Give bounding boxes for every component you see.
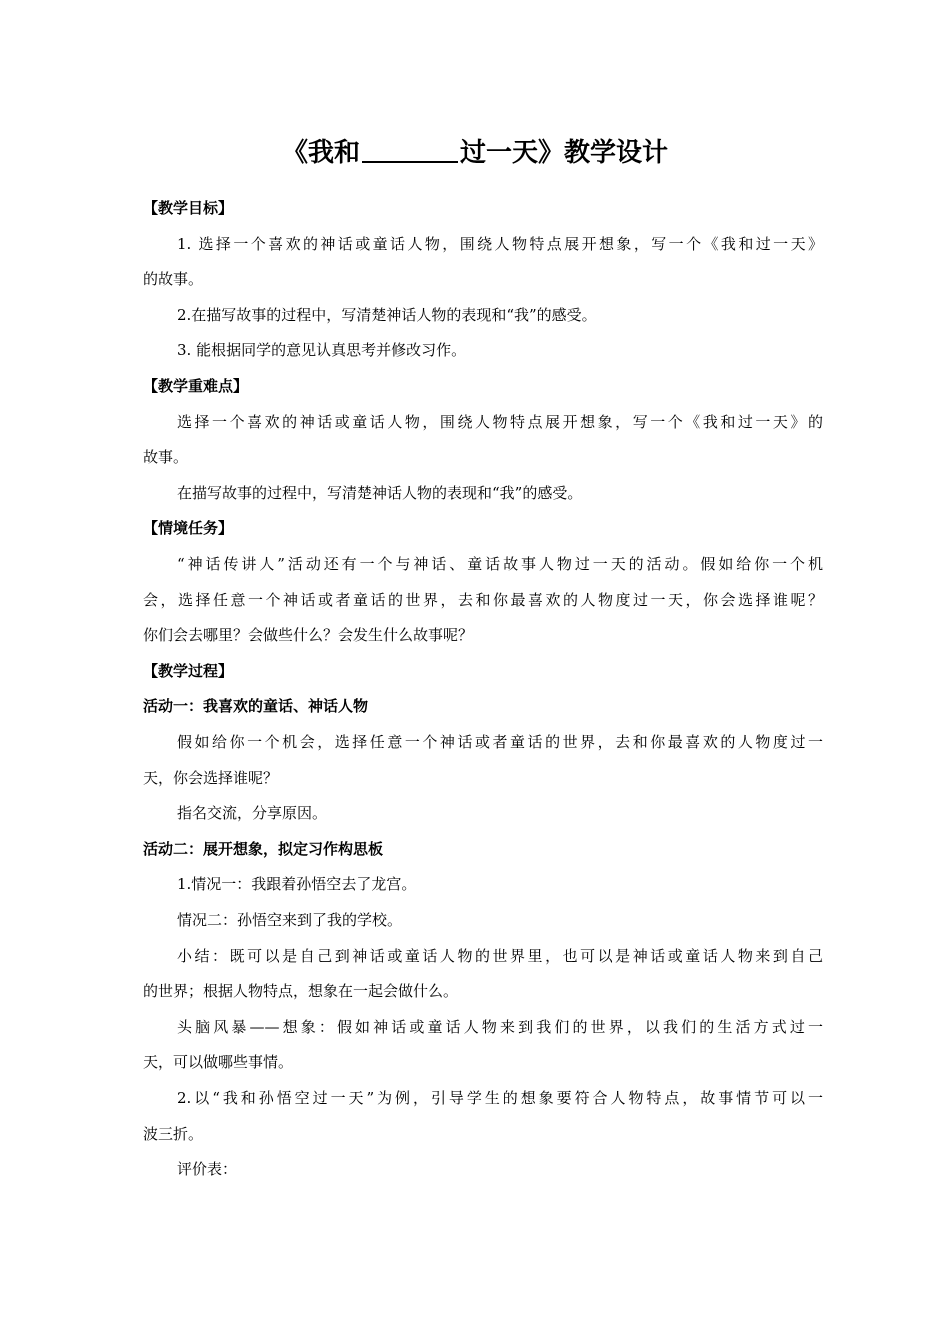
body-line: 会，选择任意一个神话或者童话的世界，去和你最喜欢的人物度过一天，你会选择谁呢？: [143, 590, 823, 609]
body-line: 故事。: [143, 448, 189, 467]
body-line: 天，你会选择谁呢？: [143, 768, 279, 787]
body-line: 2.以“我和孙悟空过一天”为例，引导学生的想象要符合人物特点，故事情节可以一: [177, 1089, 823, 1107]
title-suffix: 过一天》教学设计: [460, 138, 669, 168]
body-line: 天，可以做哪些事情。: [143, 1053, 294, 1072]
body-line: 你们会去哪里？会做些什么？会发生什么故事呢？: [143, 626, 474, 645]
body-line: 小结：既可以是自己到神话或童话人物的世界里，也可以是神话或童话人物来到自己: [177, 946, 823, 965]
section-heading: 【教学目标】: [143, 199, 234, 217]
document-title: [0, 133, 950, 173]
body-line: 的故事。: [143, 270, 204, 289]
section-heading: 【教学过程】: [143, 661, 234, 680]
body-line: 波三折。: [143, 1124, 204, 1143]
body-line: 情况二：孙悟空来到了我的学校。: [177, 911, 403, 929]
body-line: 指名交流，分享原因。: [177, 804, 328, 823]
body-line: 1.情况一：我跟着孙悟空去了龙宫。: [177, 875, 417, 894]
body-line: 选择一个喜欢的神话或童话人物，围绕人物特点展开想象，写一个《我和过一天》的: [177, 412, 823, 431]
body-line: 2.在描写故事的过程中，写清楚神话人物的表现和“我”的感受。: [177, 305, 597, 324]
body-line: 的世界；根据人物特点，想象在一起会做什么。: [143, 982, 459, 1001]
body-line: 1. 选择一个喜欢的神话或童话人物，围绕人物特点展开想象，写一个《我和过一天》: [177, 234, 823, 253]
title-blank: [362, 133, 458, 163]
section-heading: 活动二：展开想象，拟定习作构思板: [143, 839, 384, 858]
body-line: 3. 能根据同学的意见认真思考并修改习作。: [177, 341, 467, 360]
body-line: 头脑风暴——想象：假如神话或童话人物来到我们的世界，以我们的生活方式过一: [177, 1017, 823, 1036]
body-line: 在描写故事的过程中，写清楚神话人物的表现和“我”的感受。: [177, 483, 583, 502]
section-heading: 【教学重难点】: [143, 377, 249, 395]
body-line: 假如给你一个机会，选择任意一个神话或者童话的世界，去和你最喜欢的人物度过一: [177, 733, 823, 751]
body-line: 评价表：: [177, 1160, 238, 1179]
section-heading: 【情境任务】: [143, 519, 234, 538]
section-heading: 活动一：我喜欢的童话、神话人物: [143, 697, 369, 716]
body-line: “神话传讲人”活动还有一个与神话、童话故事人物过一天的活动。假如给你一个机: [177, 555, 823, 573]
title-prefix: 《我和: [281, 138, 360, 168]
